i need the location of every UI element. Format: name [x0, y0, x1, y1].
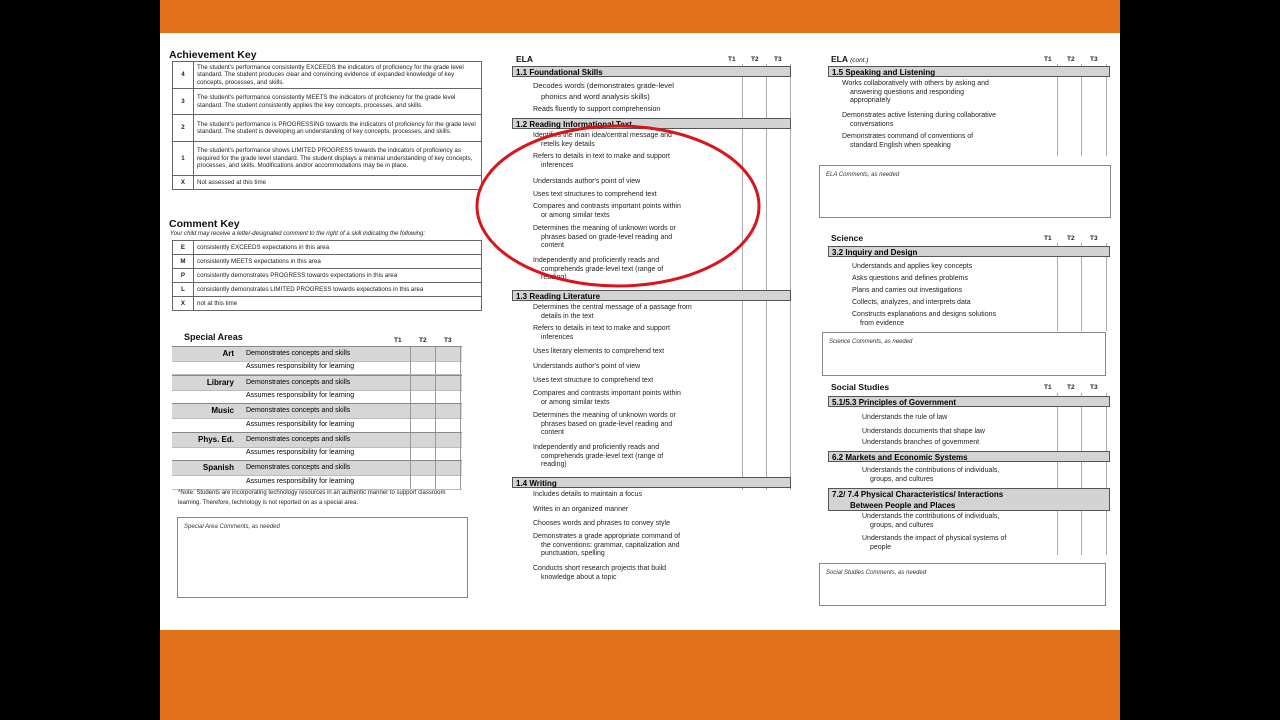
- special-area-skill: Demonstrates concepts and skills: [246, 435, 351, 443]
- ela-term-3: T3: [774, 56, 782, 63]
- comment-key-code: E: [173, 241, 194, 255]
- skill-item: [533, 363, 640, 372]
- social-studies-term-3: T3: [1090, 384, 1098, 391]
- skill-item-line: Understands and applies key concepts: [852, 263, 973, 270]
- skill-item-line: Refers to details in text to make and support: [533, 153, 670, 160]
- skill-item: [852, 299, 971, 308]
- achievement-key-code: 4: [173, 62, 194, 89]
- special-area-name: Library: [206, 377, 234, 387]
- special-area-name: Art: [222, 349, 234, 358]
- social-studies-grid-line: [1106, 393, 1107, 555]
- achievement-key-code: X: [173, 176, 194, 190]
- skill-item-line: appropriately: [850, 97, 891, 104]
- social-studies-comments-label: Social Studies Comments, as needed: [826, 570, 927, 576]
- skill-item-line: Understands branches of government: [862, 439, 980, 446]
- achievement-key-text: The student's performance is PROGRESSING towards the indicators of proficiency for the grade level standard. The student is developing an understanding of key concepts, processes, and skills.: [194, 115, 482, 142]
- skill-item-line: Understands the impact of physical systems of: [862, 535, 1007, 542]
- skill-item-line: inferences: [541, 161, 574, 169]
- achievement-key-text: The student's performance shows LIMITED PROGRESS towards the indicators of proficiency as required for the grade level standard. The student displays a minimal understanding of key concepts, processes, and skills. Modifications and/or accommodations may be in place.: [194, 142, 482, 176]
- bottom-orange-band: [160, 630, 1120, 720]
- skill-item-line: Demonstrates command of conventions of: [842, 133, 974, 140]
- special-area-grade-cell[interactable]: [410, 376, 411, 390]
- special-area-grade-cell[interactable]: [410, 389, 411, 403]
- skill-item: [862, 535, 1006, 552]
- skill-item-line: comprehends grade-level text (range of: [541, 265, 664, 273]
- skill-item: [533, 348, 664, 357]
- skill-item-line: Collects, analyzes, and interprets data: [852, 299, 971, 306]
- comment-key-row: [173, 269, 482, 283]
- special-area-grade-cell[interactable]: [435, 446, 436, 460]
- science-term-1: T1: [1044, 235, 1052, 242]
- skill-item: [842, 80, 989, 106]
- special-area-skill: Assumes responsibility for learning: [246, 449, 355, 457]
- special-area-grade-cell[interactable]: [460, 446, 461, 460]
- skill-item-line: Refers to details in text to make and support: [533, 325, 670, 332]
- ela-section-literature: 1.3 Reading Literature: [512, 290, 791, 301]
- skill-item-line: Identifies the main idea/central message and: [533, 132, 672, 139]
- social-studies-section-physical-line2: Between People and Places: [850, 501, 956, 510]
- skill-item-line: Writes in an organized manner: [533, 506, 629, 513]
- comment-key-title: Comment Key: [169, 218, 240, 230]
- comment-key-text: not at this time: [194, 297, 482, 311]
- special-area-skill: Assumes responsibility for learning: [246, 477, 355, 485]
- special-area-skill: Assumes responsibility for learning: [246, 391, 355, 399]
- special-area-grade-cell[interactable]: [460, 433, 461, 447]
- achievement-key-code: 2: [173, 115, 194, 142]
- special-area-grade-cell[interactable]: [410, 404, 411, 418]
- ela-cont-term-2: T2: [1067, 56, 1075, 63]
- skill-item: [533, 565, 666, 582]
- ela-item-line: Decodes words (demonstrates grade-level: [533, 81, 674, 90]
- skill-item-line: Understands the rule of law: [862, 414, 948, 421]
- skill-item: [533, 491, 642, 500]
- skill-item-line: punctuation, spelling: [541, 550, 605, 557]
- achievement-key-text: Not assessed at this time: [194, 176, 482, 190]
- skill-item-line: Uses text structure to comprehend text: [533, 377, 654, 384]
- skill-item-line: Conducts short research projects that build: [533, 565, 667, 572]
- skill-item-line: content: [541, 429, 564, 436]
- skill-item-line: Chooses words and phrases to convey style: [533, 520, 670, 527]
- skill-item: [533, 506, 628, 515]
- skill-item-line: content: [541, 242, 564, 249]
- special-area-grade-cell[interactable]: [410, 461, 411, 475]
- ela-cont-grid-line: [1057, 64, 1058, 156]
- special-area-grade-cell[interactable]: [460, 360, 461, 374]
- science-comments-box[interactable]: [822, 332, 1106, 376]
- ela-cont-grid-line: [1081, 64, 1082, 156]
- achievement-key-code: 3: [173, 89, 194, 115]
- achievement-key-row: [173, 62, 482, 89]
- special-area-comments-box[interactable]: [177, 517, 468, 598]
- social-studies-term-2: T2: [1067, 384, 1075, 391]
- social-studies-comments-box[interactable]: [819, 563, 1106, 606]
- skill-item-line: Asks questions and defines problems: [852, 275, 968, 282]
- skill-item-line: Works collaboratively with others by asking and: [842, 80, 989, 87]
- ela-term-2: T2: [751, 56, 759, 63]
- top-orange-band: [160, 0, 1120, 33]
- social-studies-section-markets: 6.2 Markets and Economic Systems: [828, 451, 1110, 462]
- comment-key-code: P: [173, 269, 194, 283]
- skill-item-line: Constructs explanations and designs solutions: [852, 311, 996, 318]
- ela-term-1: T1: [728, 56, 736, 63]
- ela-cont-term-1: T1: [1044, 56, 1052, 63]
- special-area-grade-cell[interactable]: [460, 376, 461, 390]
- comment-key-row: [173, 241, 482, 255]
- special-area-grade-cell[interactable]: [460, 418, 461, 432]
- special-area-grade-cell[interactable]: [435, 461, 436, 475]
- comment-key-row: [173, 283, 482, 297]
- social-studies-section-government: 5.1/5.3 Principles of Government: [828, 396, 1110, 407]
- comment-key-intro: Your child may receive a letter-designated comment to the right of a skill indicating the following:: [170, 231, 426, 237]
- skill-item: [862, 513, 999, 530]
- special-area-grade-cell[interactable]: [435, 389, 436, 403]
- skill-item: [533, 304, 692, 321]
- special-area-grade-cell[interactable]: [410, 433, 411, 447]
- skill-item-line: groups, and cultures: [870, 475, 934, 483]
- skill-item: [533, 533, 680, 559]
- ela-cont-title: [831, 54, 868, 64]
- special-area-grade-cell[interactable]: [435, 347, 436, 361]
- skill-item-line: or among similar texts: [541, 398, 610, 406]
- skill-item-line: groups, and cultures: [870, 521, 934, 529]
- special-area-skill: Demonstrates concepts and skills: [246, 378, 351, 386]
- skill-item-line: Compares and contrasts important points within: [533, 203, 681, 210]
- special-area-grade-cell[interactable]: [410, 446, 411, 460]
- ela-item-line: phonics and word analysis skills): [541, 92, 650, 101]
- science-term-2: T2: [1067, 235, 1075, 242]
- skill-item-line: from evidence: [860, 319, 904, 327]
- special-area-grade-cell[interactable]: [410, 360, 411, 374]
- ela-section-foundational: 1.1 Foundational Skills: [512, 66, 791, 77]
- skill-item-line: Includes details to maintain a focus: [533, 491, 642, 498]
- special-areas-note: *Note: Students are incorporating technology resources in an authentic manner to support classroom learning. Therefore, technology is not reported on as a special area.: [178, 490, 446, 506]
- skill-item-line: or among similar texts: [541, 211, 610, 219]
- special-area-grade-cell[interactable]: [460, 389, 461, 403]
- special-area-grade-cell[interactable]: [435, 404, 436, 418]
- skill-item-line: people: [870, 543, 892, 551]
- social-studies-grid-line: [1081, 393, 1082, 555]
- special-area-grade-cell[interactable]: [410, 347, 411, 361]
- special-area-grade-cell[interactable]: [460, 347, 461, 361]
- skill-item: [852, 275, 968, 284]
- skill-item-line: Demonstrates active listening during collaborative: [842, 112, 997, 119]
- achievement-key-title: Achievement Key: [169, 49, 257, 61]
- special-area-grade-cell[interactable]: [460, 475, 461, 489]
- skill-item: [852, 311, 996, 328]
- comment-key-row: [173, 297, 482, 311]
- skill-item-line: Understands documents that shape law: [862, 428, 985, 435]
- comment-key-text: consistently demonstrates PROGRESS towards expectations in this area: [194, 269, 482, 283]
- social-studies-section-physical: [828, 488, 1110, 511]
- skill-item-line: Independently and proficiently reads and: [533, 444, 660, 451]
- skill-item: [862, 439, 979, 448]
- special-area-skill: Demonstrates concepts and skills: [246, 407, 351, 415]
- skill-item-line: Independently and proficiently reads and: [533, 257, 660, 264]
- ela-cont-title-text: ELA: [831, 54, 848, 64]
- ela-comments-label: ELA Comments, as needed: [826, 172, 900, 178]
- special-area-grade-cell[interactable]: [435, 433, 436, 447]
- skill-item-line: phrases based on grade-level reading and: [541, 233, 673, 241]
- special-area-skill: Assumes responsibility for learning: [246, 420, 355, 428]
- special-areas-term-3: T3: [444, 337, 452, 344]
- ela-section-writing: 1.4 Writing: [512, 477, 791, 488]
- comment-key-row: [173, 255, 482, 269]
- skill-item: [862, 467, 999, 484]
- skill-item-line: comprehends grade-level text (range of: [541, 452, 664, 460]
- skill-item: [533, 520, 670, 529]
- special-area-grade-cell[interactable]: [460, 461, 461, 475]
- special-area-grade-cell[interactable]: [435, 475, 436, 489]
- special-area-skill: Assumes responsibility for learning: [246, 363, 355, 371]
- ela-comments-box[interactable]: [819, 165, 1111, 218]
- skill-item-line: conversations: [850, 120, 894, 128]
- special-area-grade-cell[interactable]: [460, 404, 461, 418]
- achievement-key-text: The student's performance consistently EXCEEDS the indicators of proficiency for the grade level standard. The student produces clear and convincing evidence of expanded knowledge of key concepts, processes, and skills.: [194, 62, 482, 89]
- comment-key-code: X: [173, 297, 194, 311]
- skill-item-line: details in the text: [541, 312, 594, 320]
- skill-item-line: Understands the contributions of individuals,: [862, 467, 1000, 474]
- skill-item-line: the conventions: grammar, capitalization and: [541, 541, 680, 549]
- skill-item-line: Plans and carries out investigations: [852, 287, 963, 294]
- ela-cont-section-speaking: 1.5 Speaking and Listening: [828, 66, 1110, 77]
- skill-item-line: phrases based on grade-level reading and: [541, 420, 673, 428]
- skill-item-line: Determines the meaning of unknown words or: [533, 225, 676, 232]
- ela-cont-grid-line: [1106, 64, 1107, 156]
- skill-item-line: Determines the meaning of unknown words or: [533, 412, 676, 419]
- special-area-skill: Demonstrates concepts and skills: [246, 350, 351, 357]
- skill-item-line: Uses literary elements to comprehend text: [533, 348, 665, 355]
- slide: [160, 0, 1120, 720]
- science-section-inquiry: 3.2 Inquiry and Design: [828, 246, 1110, 257]
- special-area-row: [172, 418, 462, 433]
- social-studies-grid-line: [1057, 393, 1058, 555]
- special-area-name: Phys. Ed.: [197, 434, 234, 444]
- skill-item: [842, 112, 996, 129]
- skill-item-line: Demonstrates a grade appropriate command of: [533, 533, 681, 540]
- science-title: Science: [831, 233, 864, 243]
- special-area-name: Music: [211, 406, 234, 416]
- skill-item: [533, 390, 681, 407]
- ela-item: [533, 80, 674, 102]
- comment-key-text: consistently demonstrates LIMITED PROGRESS towards expectations in this area: [194, 283, 482, 297]
- ela-cont-term-3: T3: [1090, 56, 1098, 63]
- achievement-key-table: [172, 61, 482, 190]
- special-area-skill: Demonstrates concepts and skills: [246, 464, 351, 472]
- skill-item-line: Understands the contributions of individuals,: [862, 513, 1000, 520]
- special-area-grade-cell[interactable]: [410, 475, 411, 489]
- special-area-grade-cell[interactable]: [435, 360, 436, 374]
- special-area-row: [172, 389, 462, 404]
- special-area-name: Spanish: [202, 463, 234, 473]
- social-studies-title: Social Studies: [831, 382, 890, 392]
- achievement-key-text: The student's performance consistently MEETS the indicators of proficiency for the grade level standard. The student consistently applies the key concepts, processes, and skills.: [194, 89, 482, 115]
- special-area-grade-cell[interactable]: [410, 418, 411, 432]
- highlight-circle: [472, 120, 767, 295]
- special-area-grade-cell[interactable]: [435, 418, 436, 432]
- skill-item-line: Determines the central message of a passage from: [533, 304, 692, 311]
- ela-section-informational: 1.2 Reading Informational Text: [512, 118, 791, 129]
- skill-item: [533, 412, 676, 438]
- social-studies-term-1: T1: [1044, 384, 1052, 391]
- skill-item: [533, 325, 670, 342]
- special-area-row: [172, 360, 462, 375]
- special-area-grade-cell[interactable]: [435, 376, 436, 390]
- ela-item: Reads fluently to support comprehension: [533, 106, 661, 113]
- achievement-key-row: [173, 142, 482, 176]
- ela-cont-suffix: (cont.): [850, 57, 869, 64]
- skill-item: [842, 133, 973, 150]
- skill-item: [862, 428, 985, 437]
- skill-item-line: reading): [541, 461, 567, 468]
- skill-item-line: Understands author's point of view: [533, 363, 641, 370]
- skill-item: [533, 377, 653, 386]
- achievement-key-code: 1: [173, 142, 194, 176]
- special-areas-term-1: T1: [394, 337, 402, 344]
- achievement-key-row: [173, 115, 482, 142]
- science-term-3: T3: [1090, 235, 1098, 242]
- special-areas-term-2: T2: [419, 337, 427, 344]
- special-area-comments-label: Special Area Comments, as needed: [184, 524, 280, 530]
- achievement-key-row: [173, 176, 482, 190]
- skill-item-line: knowledge about a topic: [541, 573, 617, 581]
- skill-item-line: Understands author's point of view: [533, 178, 641, 185]
- skill-item-line: retells key details: [541, 140, 595, 148]
- skill-item-line: reading): [541, 274, 567, 281]
- skill-item: [852, 287, 962, 296]
- comment-key-code: L: [173, 283, 194, 297]
- special-area-row: [172, 446, 462, 461]
- comment-key-code: M: [173, 255, 194, 269]
- comment-key-text: consistently MEETS expectations in this area: [194, 255, 482, 269]
- social-studies-section-physical-line1: 7.2/ 7.4 Physical Characteristics/ Interactions: [832, 490, 1004, 499]
- comment-key-table: [172, 240, 482, 311]
- skill-item-line: answering questions and responding: [850, 88, 965, 96]
- skill-item: [533, 444, 663, 470]
- special-areas-title: Special Areas: [184, 332, 243, 342]
- skill-item-line: Uses text structures to comprehend text: [533, 191, 657, 198]
- skill-item: [862, 414, 947, 423]
- science-comments-label: Science Comments, as needed: [829, 339, 913, 345]
- skill-item: [852, 263, 972, 272]
- skill-item-line: inferences: [541, 333, 574, 341]
- skill-item-line: Compares and contrasts important points within: [533, 390, 681, 397]
- ela-title: ELA: [516, 54, 533, 64]
- skill-item-line: standard English when speaking: [850, 141, 951, 149]
- achievement-key-row: [173, 89, 482, 115]
- comment-key-text: consistently EXCEEDS expectations in this area: [194, 241, 482, 255]
